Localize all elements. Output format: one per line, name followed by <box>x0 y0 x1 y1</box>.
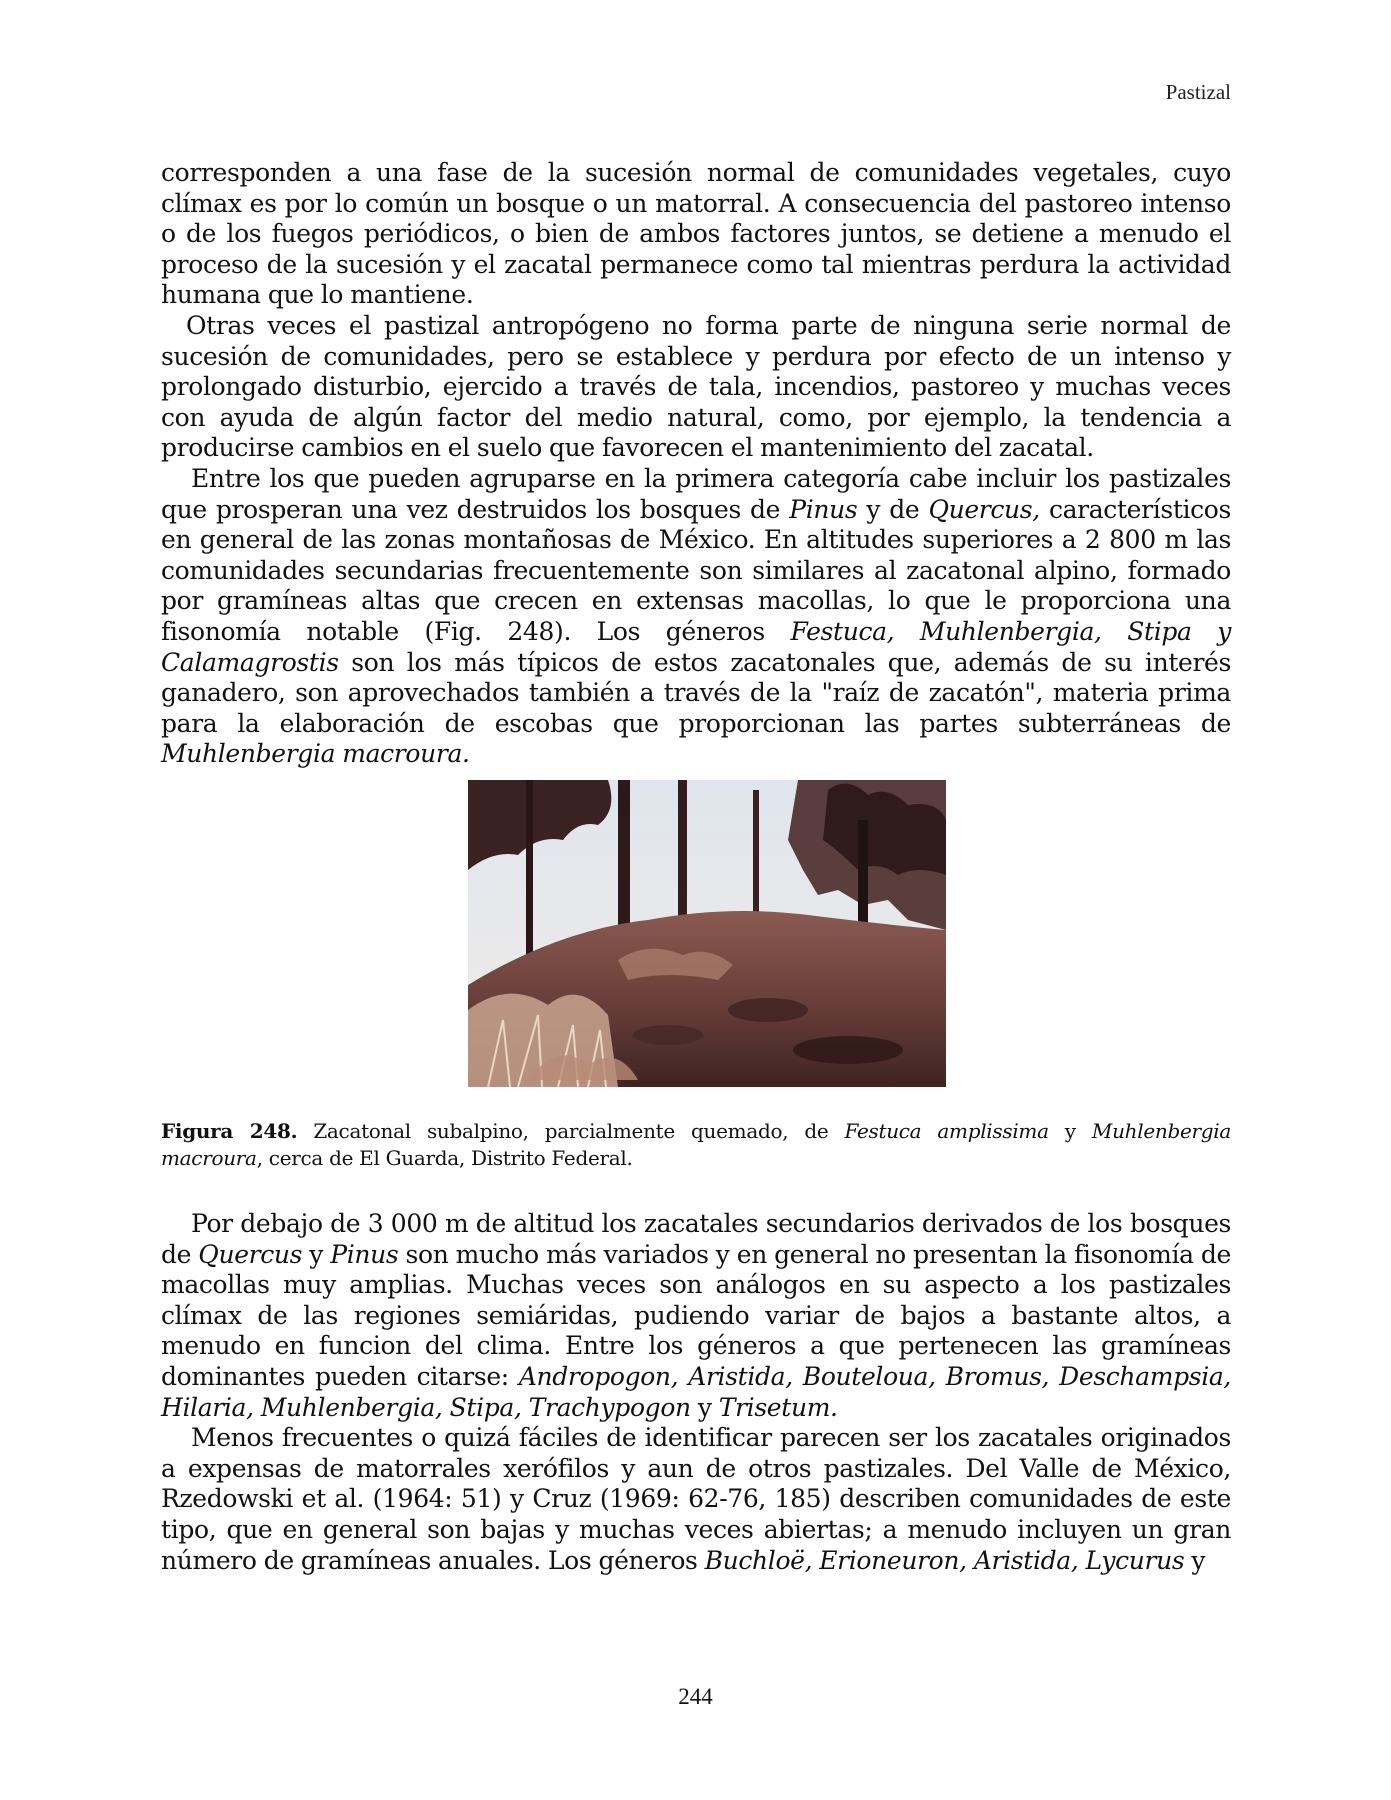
figure-photo <box>468 780 946 1087</box>
paragraph-2: Otras veces el pastizal antropógeno no forma parte de ninguna serie normal de sucesión de comunidades, pero se establece y perdura por efecto de un intenso y prolongado disturbio, ejercido a través de tala, incendios, pastoreo y muchas veces con ayuda de algún factor del medio natural, como, por ejemplo, la tendencia a producirse cambios en el suelo que favorecen el mantenimiento del zacatal. <box>161 310 1231 463</box>
text-run: Entre los que pueden agruparse en la primera categoría cabe incluir los pastizales que prosperan una vez destruidos los bosques de <box>161 463 1231 524</box>
text-run: Por debajo de 3 000 m de altitud los zacatales secundarios derivados de los bosques de <box>161 1209 1231 1269</box>
text-run: Menos frecuentes o quizá fáciles de identificar parecen ser los zacatales originados a expensas de matorrales xerófilos y aun de otros pastizales. Del Valle de México, Rzedowski et al. (1964: 51) y Cruz (1969: 62-76, 185) describen comunidades de este tipo, que en general son bajas y muchas veces abiertas; a menudo incluyen un gran número de gramíneas anuales. Los géneros <box>161 1423 1231 1575</box>
text-run: son los más típicos de estos zacatonales que, además de su interés ganadero, son aprovechados también a través de la "raíz de zacatón", materia prima para la elaboración de escobas que proporcionan las partes subterráneas de <box>161 647 1231 738</box>
figure-caption <box>161 1118 1231 1172</box>
taxon-name: Pinus <box>330 1239 399 1269</box>
paragraph-1: corresponden a una fase de la sucesión normal de comunidades vegetales, cuyo clímax es por lo común un bosque o un matorral. A consecuencia del pastoreo intenso o de los fuegos periódicos, o bien de ambos factores juntos, se detiene a menudo el proceso de la sucesión y el zacatal permanece como tal mientras perdura la actividad humana que lo mantiene. <box>161 158 1231 310</box>
text-run: característicos en general de las zonas montañosas de México. En altitudes superiores a 2 800 m las comunidades secundarias frecuentemente son similares al zacatonal alpino, formado por gramíneas altas que crecen en extensas macollas, lo que le proporciona una fisonomía notable (Fig. 248). Los géneros <box>161 494 1231 646</box>
taxon-name: Quercus <box>198 1239 303 1269</box>
paragraph-4 <box>161 1209 1231 1423</box>
text-run: y de <box>857 494 929 524</box>
taxon-name: Trisetum. <box>718 1392 838 1422</box>
text-block-lower <box>161 1209 1231 1576</box>
figure-label: Figura 248. <box>161 1119 298 1143</box>
zacatonal-photo <box>468 780 946 1087</box>
taxon-name: Muhlenbergia macroura <box>161 1119 1231 1170</box>
text-run: son mucho más variados y en general no presentan la fisonomía de macollas muy amplias. Muchas veces son análogos en su aspecto a los pastizales clímax de las regiones semiáridas, pudiendo variar de bajos a bastante altos, a menudo en funcion del clima. Entre los géneros a que pertenecen las gramíneas dominantes pueden citarse: <box>161 1239 1232 1391</box>
taxon-name: Festuca, Muhlenbergia, Stipa y Calamagrostis <box>161 616 1231 677</box>
text-run: y <box>690 1392 719 1422</box>
caption-text: Zacatonal subalpino, parcialmente quemado, de <box>297 1119 845 1143</box>
paragraph-5 <box>161 1423 1231 1576</box>
taxon-name: Festuca amplissima <box>844 1119 1049 1143</box>
text-run: y <box>302 1239 331 1269</box>
running-head: Pastizal <box>1165 80 1231 104</box>
paragraph-3 <box>161 464 1231 770</box>
taxon-name: Pinus <box>789 494 858 524</box>
page-number: 244 <box>678 1684 713 1709</box>
taxon-name: Andropogon, Aristida, Bouteloua, Bromus, Deschampsia, Hilaria, Muhlenbergia, Stipa, Trachypogon <box>161 1361 1231 1422</box>
text-run: y <box>1184 1545 1206 1575</box>
taxon-name: Quercus, <box>928 494 1040 524</box>
caption-text: y <box>1048 1119 1092 1143</box>
caption-text: , cerca de El Guarda, Distrito Federal. <box>256 1146 633 1170</box>
text-block-upper <box>161 158 1231 770</box>
taxon-name: Muhlenbergia macroura. <box>161 739 470 769</box>
taxon-name: Buchloë, Erioneuron, Aristida, Lycurus <box>704 1545 1185 1575</box>
